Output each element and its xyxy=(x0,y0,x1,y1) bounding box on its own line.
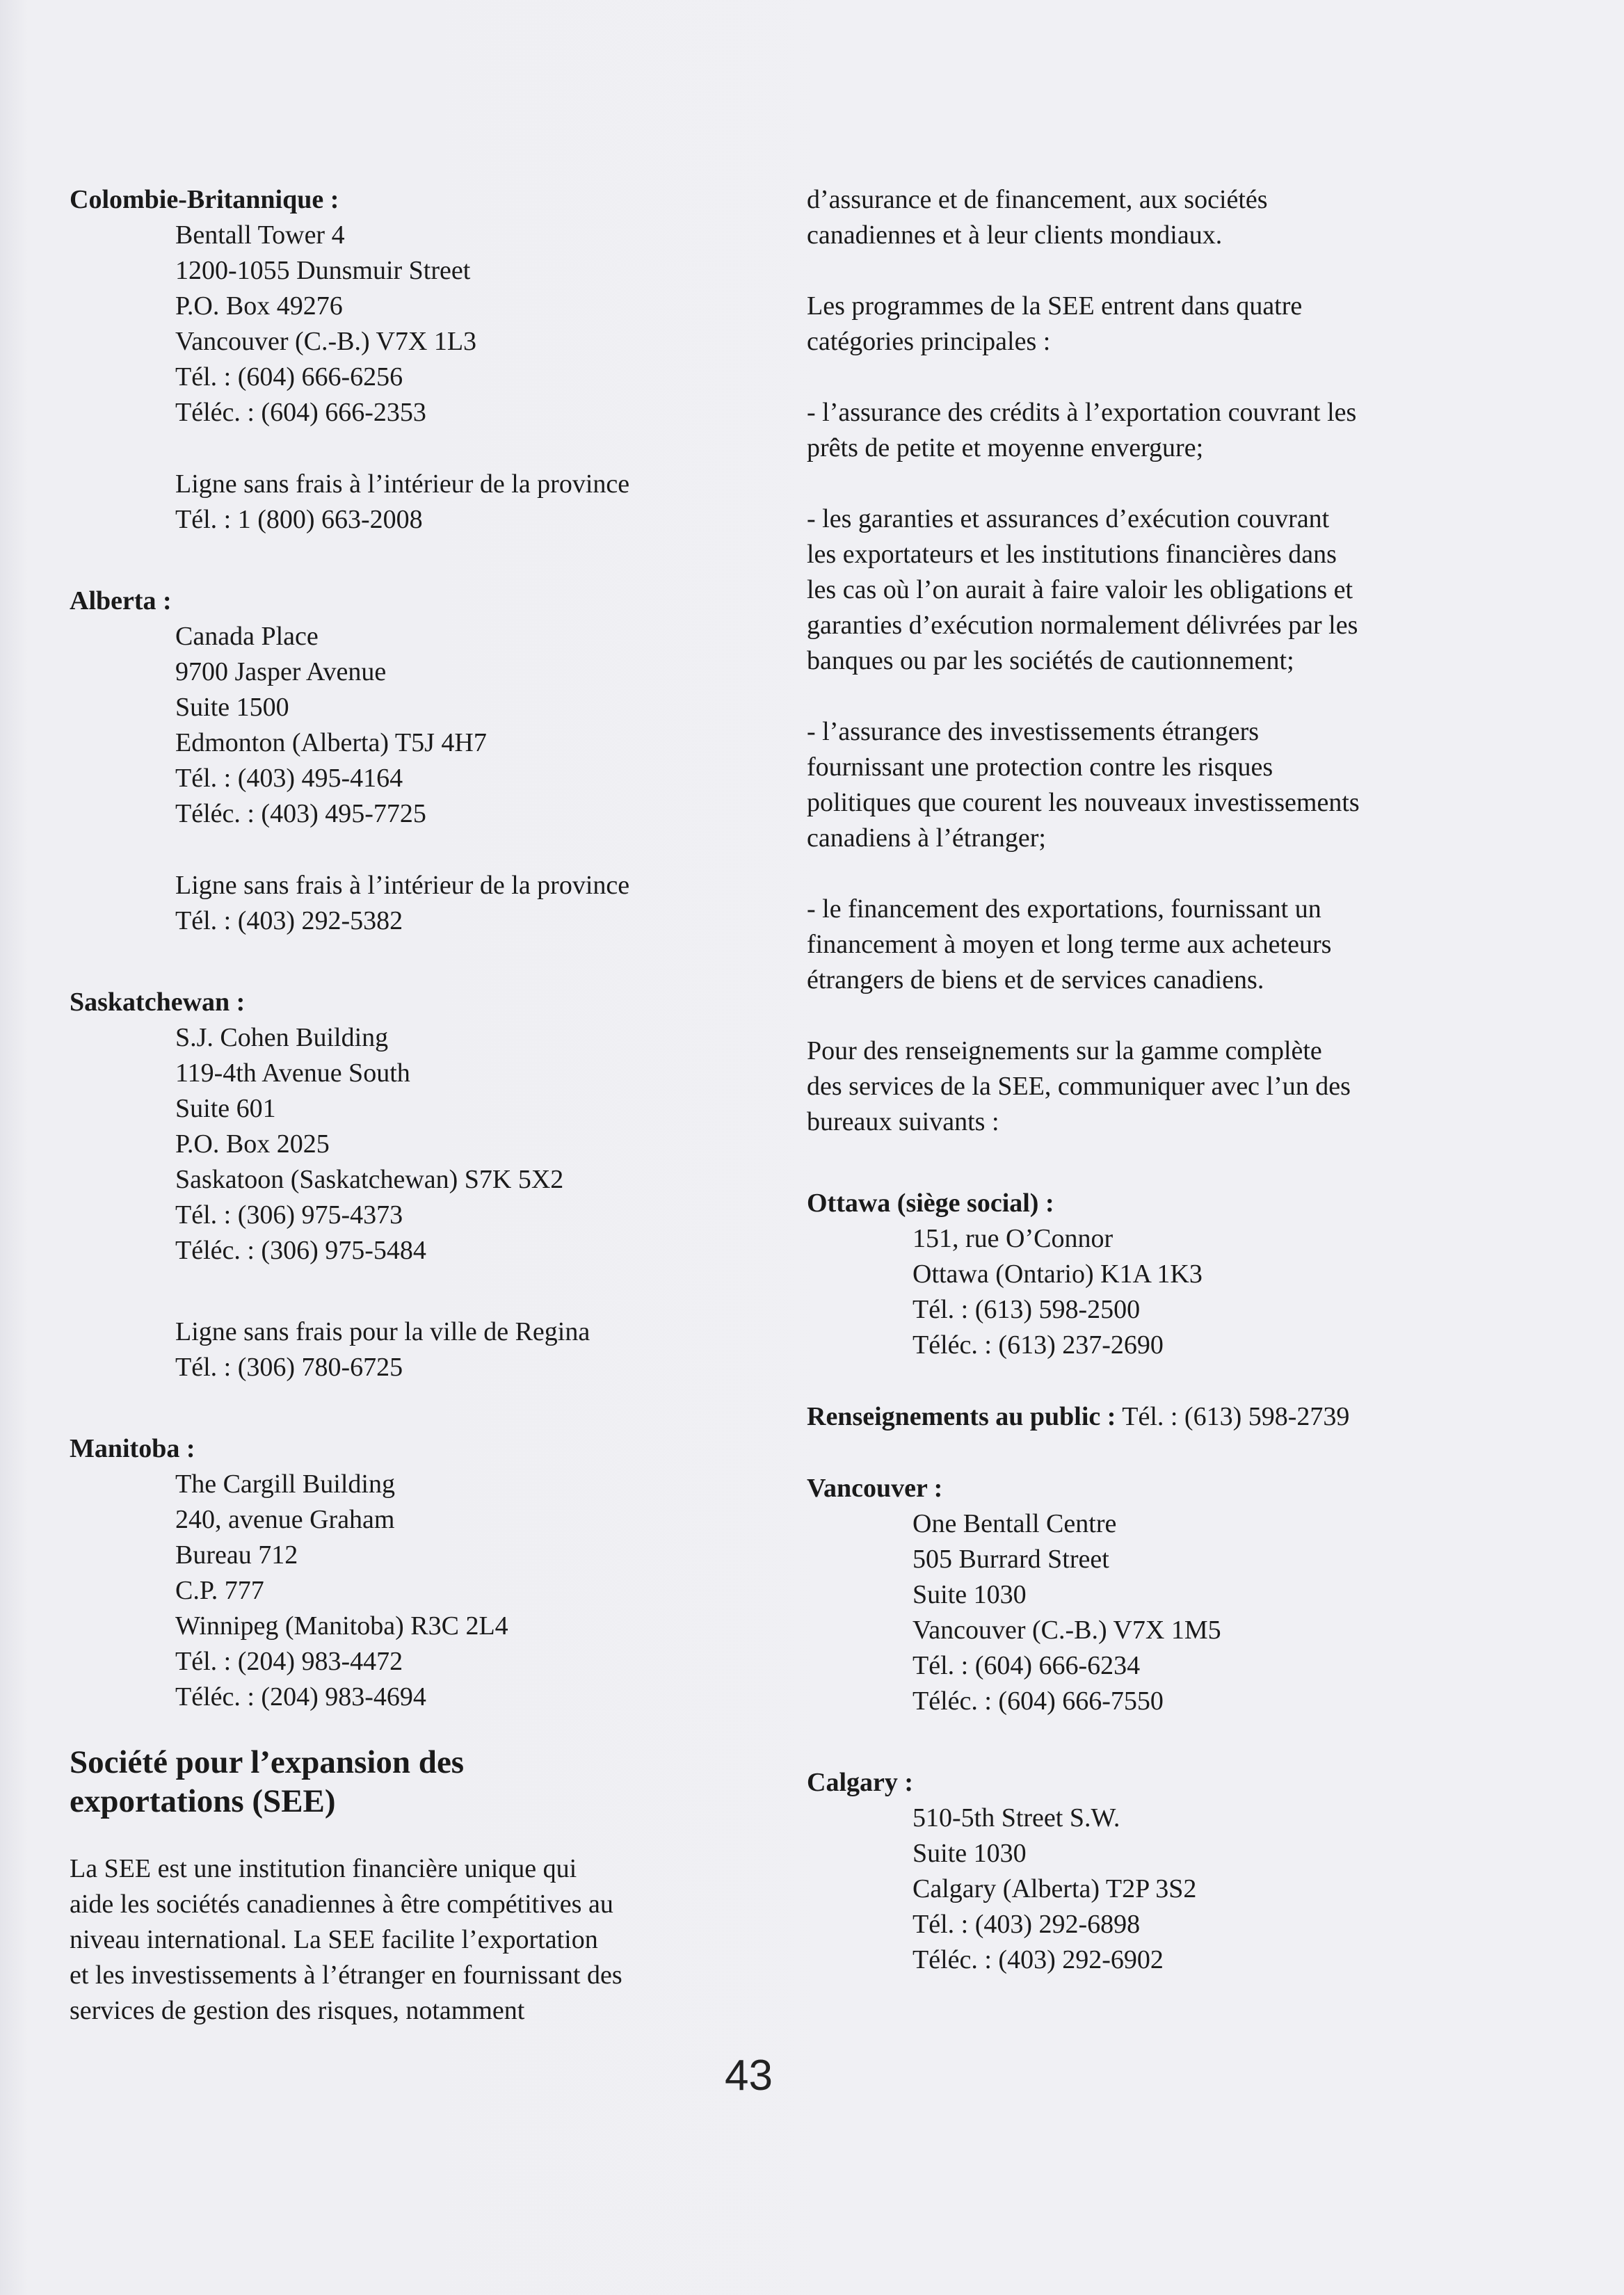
paragraph-line: prêts de petite et moyenne envergure; xyxy=(807,433,1204,462)
address-line: S.J. Cohen Building xyxy=(175,1023,389,1052)
fax-line: Téléc. : (403) 495-7725 xyxy=(175,799,426,828)
paragraph-line: et les investissements à l’étranger en fournissant des xyxy=(70,1960,622,1990)
paragraph-line: bureaux suivants : xyxy=(807,1107,999,1136)
address-line: Calgary (Alberta) T2P 3S2 xyxy=(913,1874,1197,1903)
phone-line: Tél. : (604) 666-6256 xyxy=(175,362,403,392)
section-heading-saskatchewan: Saskatchewan : xyxy=(70,988,246,1017)
address-calgary xyxy=(807,1801,1530,1978)
paragraph-line: financement à moyen et long terme aux acheteurs xyxy=(807,930,1332,959)
paragraph-line: canadiens à l’étranger; xyxy=(807,823,1046,853)
address-line: Edmonton (Alberta) T5J 4H7 xyxy=(175,728,487,757)
paragraph-line: étrangers de biens et de services canadiens. xyxy=(807,965,1264,994)
address-line: Suite 1030 xyxy=(913,1839,1027,1868)
address-line: Vancouver (C.-B.) V7X 1M5 xyxy=(913,1616,1221,1645)
program-item-1 xyxy=(807,395,1530,466)
address-line: 151, rue O’Connor xyxy=(913,1224,1114,1253)
section-heading-vancouver: Vancouver : xyxy=(807,1474,943,1503)
tollfree-phone: Tél. : (403) 292-5382 xyxy=(175,906,403,935)
address-vancouver xyxy=(807,1506,1530,1719)
tollfree-label: Ligne sans frais à l’intérieur de la province xyxy=(175,469,630,499)
fax-line: Téléc. : (204) 983-4694 xyxy=(175,1682,426,1712)
address-line: C.P. 777 xyxy=(175,1576,264,1605)
address-colombie xyxy=(70,218,793,538)
phone-line: Tél. : (613) 598-2500 xyxy=(913,1295,1141,1324)
info-paragraph xyxy=(807,1033,1530,1140)
tollfree-label: Ligne sans frais pour la ville de Regina xyxy=(175,1317,590,1346)
paragraph-line: niveau international. La SEE facilite l’exportation xyxy=(70,1925,598,1954)
paragraph-line: - l’assurance des crédits à l’exportation couvrant les xyxy=(807,398,1357,427)
fax-line: Téléc. : (306) 975-5484 xyxy=(175,1236,426,1265)
address-saskatchewan xyxy=(70,1020,793,1385)
public-info-phone: Tél. : (613) 598-2739 xyxy=(1116,1402,1350,1431)
phone-line: Tél. : (306) 975-4373 xyxy=(175,1200,403,1230)
paragraph-line: - les garanties et assurances d’exécution couvrant xyxy=(807,504,1330,533)
address-line: 119-4th Avenue South xyxy=(175,1058,410,1088)
paragraph-line: Les programmes de la SEE entrent dans quatre xyxy=(807,291,1303,321)
paragraph-line: aide les sociétés canadiennes à être compétitives au xyxy=(70,1890,613,1919)
public-info-line xyxy=(807,1399,1530,1435)
fax-line: Téléc. : (604) 666-7550 xyxy=(913,1686,1164,1716)
address-line: Canada Place xyxy=(175,622,319,651)
title-line: exportations (SEE) xyxy=(70,1783,336,1819)
section-heading-colombie: Colombie-Britannique : xyxy=(70,185,339,214)
phone-line: Tél. : (403) 292-6898 xyxy=(913,1910,1141,1939)
paragraph-line: Pour des renseignements sur la gamme complète xyxy=(807,1036,1322,1065)
page-number: 43 xyxy=(725,2052,773,2100)
address-line: 510-5th Street S.W. xyxy=(913,1803,1120,1833)
public-info-label: Renseignements au public : xyxy=(807,1402,1116,1431)
paragraph-line: - l’assurance des investissements étrangers xyxy=(807,717,1260,746)
address-line: Bureau 712 xyxy=(175,1540,298,1570)
phone-line: Tél. : (204) 983-4472 xyxy=(175,1647,403,1676)
section-heading-ottawa: Ottawa (siège social) : xyxy=(807,1189,1054,1218)
paragraph-line: La SEE est une institution financière unique qui xyxy=(70,1854,577,1883)
paragraph-line: services de gestion des risques, notamment xyxy=(70,1996,525,2025)
paragraph-line: les cas où l’on aurait à faire valoir les obligations et xyxy=(807,575,1353,604)
section-heading-calgary: Calgary : xyxy=(807,1768,914,1797)
fax-line: Téléc. : (613) 237-2690 xyxy=(913,1330,1164,1360)
tollfree-phone: Tél. : 1 (800) 663-2008 xyxy=(175,505,423,534)
paragraph-line: les exportateurs et les institutions financières dans xyxy=(807,540,1337,569)
intro-continued xyxy=(807,182,1530,253)
tollfree-phone: Tél. : (306) 780-6725 xyxy=(175,1353,403,1382)
address-line: The Cargill Building xyxy=(175,1469,395,1499)
address-line: Suite 1500 xyxy=(175,693,289,722)
program-item-4 xyxy=(807,892,1530,998)
paragraph-line: politiques que courent les nouveaux investissements xyxy=(807,788,1360,817)
address-line: Ottawa (Ontario) K1A 1K3 xyxy=(913,1259,1203,1289)
address-line: One Bentall Centre xyxy=(913,1509,1117,1538)
tollfree-label: Ligne sans frais à l’intérieur de la province xyxy=(175,871,630,900)
phone-line: Tél. : (604) 666-6234 xyxy=(913,1651,1141,1680)
address-line: 1200-1055 Dunsmuir Street xyxy=(175,256,471,285)
fax-line: Téléc. : (604) 666-2353 xyxy=(175,398,426,427)
address-line: Bentall Tower 4 xyxy=(175,220,345,250)
address-line: Winnipeg (Manitoba) R3C 2L4 xyxy=(175,1611,508,1641)
title-line: Société pour l’expansion des xyxy=(70,1744,465,1780)
address-line: 505 Burrard Street xyxy=(913,1545,1109,1574)
section-heading-manitoba: Manitoba : xyxy=(70,1434,195,1463)
address-line: Saskatoon (Saskatchewan) S7K 5X2 xyxy=(175,1165,564,1194)
paragraph-line: des services de la SEE, communiquer avec l’un des xyxy=(807,1072,1351,1101)
address-line: 9700 Jasper Avenue xyxy=(175,657,387,686)
left-column xyxy=(70,182,793,2029)
see-section-title xyxy=(70,1743,793,1821)
address-line: 240, avenue Graham xyxy=(175,1505,395,1534)
paragraph-line: banques ou par les sociétés de cautionnement; xyxy=(807,646,1294,675)
paragraph-line: garanties d’exécution normalement délivrées par les xyxy=(807,611,1358,640)
address-line: P.O. Box 2025 xyxy=(175,1129,330,1159)
address-manitoba xyxy=(70,1467,793,1715)
address-line: Vancouver (C.-B.) V7X 1L3 xyxy=(175,327,477,356)
paragraph-line: fournissant une protection contre les risques xyxy=(807,752,1273,782)
right-column xyxy=(807,182,1530,1978)
program-item-2 xyxy=(807,501,1530,679)
address-line: Suite 601 xyxy=(175,1094,276,1123)
paragraph-line: d’assurance et de financement, aux sociétés xyxy=(807,185,1268,214)
phone-line: Tél. : (403) 495-4164 xyxy=(175,764,403,793)
address-ottawa xyxy=(807,1221,1530,1363)
address-line: P.O. Box 49276 xyxy=(175,291,343,321)
section-heading-alberta: Alberta : xyxy=(70,586,172,615)
program-item-3 xyxy=(807,714,1530,856)
address-line: Suite 1030 xyxy=(913,1580,1027,1609)
programs-intro xyxy=(807,289,1530,360)
paragraph-line: catégories principales : xyxy=(807,327,1051,356)
paragraph-line: - le financement des exportations, fournissant un xyxy=(807,894,1321,924)
address-alberta xyxy=(70,619,793,939)
fax-line: Téléc. : (403) 292-6902 xyxy=(913,1945,1164,1974)
see-intro-paragraph xyxy=(70,1851,793,2029)
paragraph-line: canadiennes et à leur clients mondiaux. xyxy=(807,220,1223,250)
